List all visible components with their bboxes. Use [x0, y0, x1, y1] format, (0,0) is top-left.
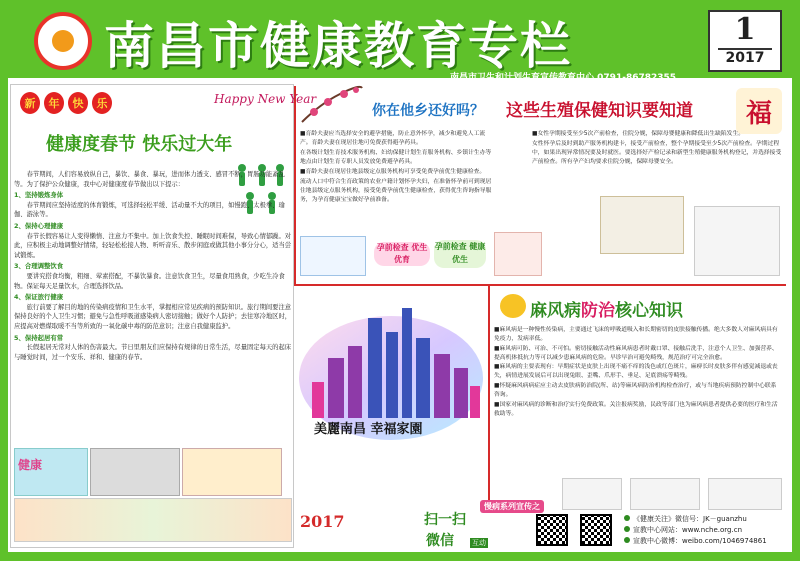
new-year-greeting: Happy New Year	[214, 92, 317, 106]
divider-rule	[488, 286, 490, 506]
series-tag: 慢病系列宣传之	[480, 500, 544, 513]
title-part: 核心知识	[615, 301, 683, 321]
section-text: 春节期间应坚持适度的体育锻炼，可选择轻松平缓、活动量不大的项目，如慢跑、太极拳、瑜伽、游泳等。	[14, 201, 285, 219]
paragraph: ■育龄夫妻在现居住地县级定点服务机构可享受免费孕前优生健康检查。	[300, 169, 486, 175]
contact-item	[624, 525, 767, 536]
article-column	[300, 130, 492, 206]
section-heading: 1、坚持锻炼身体	[14, 191, 64, 200]
qr-code-icon	[536, 514, 568, 546]
illustration	[600, 196, 684, 254]
section-title: 健康度春节 快乐过大年	[46, 134, 233, 155]
scan-tag: 互动	[472, 539, 486, 547]
bullet-icon	[624, 537, 630, 543]
section-subtitle: 你在他乡还好吗？	[372, 103, 484, 119]
lantern-icon: 快	[68, 92, 88, 114]
paragraph: 流动人口中符合生育政策的农业户籍计划怀孕夫妇，在准备怀孕前可到现居住地县级定点服务机构，接受免费孕前优生健康检查，获得优生咨询指导服务，为孕育健康宝宝做好孕前准备。	[300, 179, 492, 203]
illustration	[708, 478, 782, 510]
illustration	[630, 478, 700, 510]
scan-label: 微信	[426, 533, 454, 549]
contact-item	[624, 514, 767, 525]
contact-text: 宣教中心网站：www.nche.org.cn	[633, 526, 743, 534]
tag-badge: 孕前检查 健康优生	[434, 240, 486, 268]
section-heading: 2、保持心理健康	[14, 221, 64, 230]
illustration	[300, 236, 366, 276]
paragraph: ■育龄夫妻应当选择安全的避孕措施，防止意外怀孕，减少和避免人工流产。育龄夫妻在现居住地可免费获得避孕药具。	[300, 131, 486, 146]
lantern-icon: 年	[44, 92, 64, 114]
paragraph: 女性怀孕后及时到助产服务机构建卡，接受产前检查，整个孕期接受至少5次产前检查。孕期过程中，如果出现异常情况要及时就医。要选择好产检记录和新型生殖健康服务机构登记，并选择接受产前检查。所有孕产妇均要求住院分娩，保障母婴安全。	[532, 141, 782, 165]
section-title: 这些生殖保健知识要知道	[506, 101, 693, 121]
section-text: 春节长假容易让人变得懒惰、注意力不集中。加上饮食失控、睡眠时间难保，导致心情郁躁。对此，应积极主动地调整好情绪，轻轻松松接人物、听听音乐、散步闲庭或做其他小事分分心，适当尝试锻炼。	[14, 232, 292, 259]
article-body	[494, 326, 782, 419]
paragraph: ■怀疑麻风病病症应主动去皮肤病防治院(所、站)等麻风病防治机构检查治疗，或与当地疾病预防控制中心联系咨询。	[494, 383, 777, 399]
intro-paragraph: 春节期间，人们容易放纵自己，暴饮、暴食、暴玩，进而体力透支、感冒不断，胃肠功能紊乱等。为了保护公众健康，我中心对健康度春节做出以下提示：	[14, 171, 285, 188]
masthead	[0, 0, 800, 78]
qr-code-icon	[580, 514, 612, 546]
section-text: 要讲究搭食均衡，粗细、荤素搭配，不暴饮暴食。注意饮食卫生，尽量食用熟食，少吃生冷食物。保证每天足量饮水，合理选择饮品。	[14, 272, 285, 290]
paragraph: ■麻风病是一种慢性传染病，主要通过飞沫的呼吸道吸入和长期密切的皮肤接触传播。绝大多数人对麻风病具有免疫力，发病率低。	[494, 327, 778, 343]
illustration	[562, 478, 622, 510]
paragraph: ■女性孕期接受至少5次产前检查，住院分娩，保障母婴健康和降低出生缺陷发生。	[532, 131, 745, 137]
paragraph: ■国家对麻风病的诊断和治疗实行免费政策。关注报病奖励，民政等部门也为麻风病患者提供必要的医疗和生活救助等。	[494, 401, 778, 417]
tag-badge: 孕前检查 优生优育	[374, 242, 430, 266]
contact-text: 宣教中心微博：weibo.com/1046974861	[633, 537, 767, 545]
year-badge: 2017	[300, 512, 345, 531]
section-heading: 5、保持起居有常	[14, 333, 64, 342]
illustration	[182, 448, 282, 496]
lantern-row	[20, 92, 112, 114]
illustration	[694, 206, 780, 276]
divider-rule	[294, 86, 296, 286]
logo-icon	[34, 12, 92, 70]
illustration-label: 健康	[18, 458, 43, 472]
paragraph: 在各级计划生育技术服务机构、妇幼保健计划生育服务机构、乡镇计生办等地点由计划生育专职人员发放免费避孕药具。	[300, 150, 492, 165]
contact-item	[624, 536, 767, 547]
page-title: 南昌市健康教育专栏	[104, 17, 572, 75]
section-heading: 4、保证旅行健康	[14, 293, 64, 302]
bullet-icon	[624, 515, 630, 521]
section-text: 旅行前要了解目的地的传染病疫情和卫生水平，掌握相应常见疾病的预防知识。旅行期间要注意保持良好的个人卫生习惯；避免与急性呼吸道感染病人密切接触；做好个人防护；去往寒冷地区时，应提高对燃煤取暖不当等所致的一氧化碳中毒的防范意识；注意自我健康监护。	[14, 303, 292, 330]
lantern-icon: 乐	[92, 92, 112, 114]
bullet-icon	[624, 526, 630, 532]
illustration	[494, 232, 542, 276]
title-part: 防治	[581, 301, 615, 321]
plum-blossom-icon	[300, 84, 364, 124]
article-body	[14, 170, 292, 362]
city-caption: 美麗南昌 幸福家園	[314, 422, 423, 437]
title-part: 麻风病	[530, 301, 581, 321]
divider-rule	[296, 284, 786, 286]
article-column	[532, 130, 782, 168]
scan-label: 扫一扫	[424, 512, 466, 528]
illustration-strip	[14, 498, 292, 542]
fortune-icon: 福	[736, 88, 782, 134]
section-title	[530, 296, 683, 321]
issue-year: 2017	[725, 50, 765, 66]
lantern-icon: 新	[20, 92, 40, 114]
paragraph: ■麻风病的主要表现有：早期症状是皮肤上出现不痛不痒的浅色或红色斑片，麻痹长时皮肤多伴有感觉减退或丧失，病情进展发展后可以出现兔眼、歪嘴、爪形手、垂足、足底溃疡等畸残。	[494, 364, 778, 380]
contact-list	[624, 514, 767, 547]
contact-text: 《健康关注》微信号：JK－guanzhu	[633, 515, 747, 523]
issue-badge	[708, 10, 782, 72]
issue-number: 1	[734, 12, 756, 47]
illustration	[90, 448, 180, 496]
paragraph: ■麻风病可防、可治、不可怕。密切接触活动性麻风病患者时戴口罩、接触后洗手，注意个人卫生、加强营养、提高机体抵抗力等可以减少患麻风病的危险。早诊早治可避免畸残，规范治疗可完全治愈。	[494, 345, 778, 361]
section-heading: 3、合理调整饮食	[14, 262, 64, 271]
smiley-icon	[500, 294, 526, 318]
section-text: 长假起居无常对人体的伤害最大。节日里朋友们应保持有规律的日常生活，尽量固定每天的起床与睡觉时间，过一个安乐、祥和、健康的春节。	[14, 344, 292, 361]
